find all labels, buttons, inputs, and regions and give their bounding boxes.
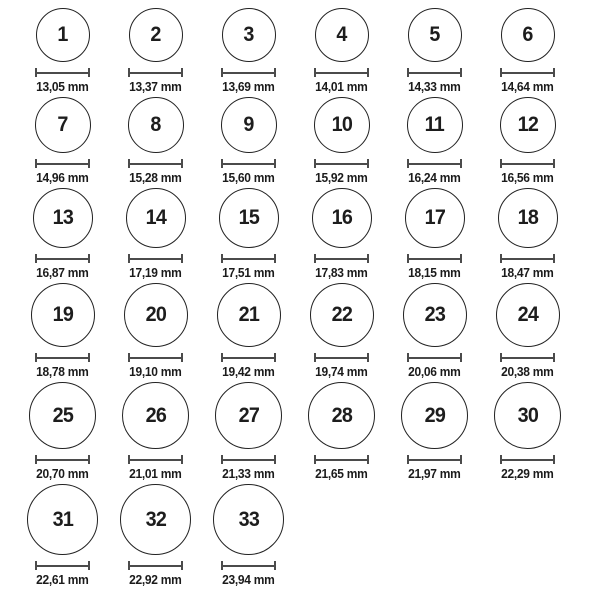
ring-size-number: 18 <box>517 206 538 229</box>
ring-size-item <box>109 8 202 95</box>
diameter-measure-line-icon <box>407 254 462 263</box>
ring-size-number: 22 <box>331 303 352 326</box>
ring-circle-icon <box>120 484 191 555</box>
ring-size-number: 16 <box>331 206 352 229</box>
ring-size-item <box>109 382 202 482</box>
ring-size-number: 8 <box>150 113 161 136</box>
diameter-measure-line-icon <box>407 159 462 168</box>
ring-size-item <box>481 283 574 380</box>
diameter-measure-line-icon <box>35 561 90 570</box>
diameter-label: 16,56 mm <box>501 171 554 185</box>
ring-size-item <box>109 188 202 281</box>
ring-size-number: 15 <box>238 206 259 229</box>
ring-size-item <box>481 97 574 186</box>
diameter-label: 20,70 mm <box>36 467 89 481</box>
ring-size-item <box>388 382 481 482</box>
diameter-measure-line-icon <box>221 353 276 362</box>
ring-size-item <box>109 283 202 380</box>
ring-size-number: 2 <box>150 23 161 46</box>
ring-size-item <box>202 8 295 95</box>
ring-circle-icon <box>215 382 282 449</box>
ring-size-row <box>16 188 600 281</box>
ring-size-number: 20 <box>145 303 166 326</box>
diameter-measure-line-icon <box>500 68 555 77</box>
ring-size-item <box>202 382 295 482</box>
ring-circle-icon <box>219 188 279 248</box>
ring-size-number: 6 <box>522 23 533 46</box>
diameter-label: 13,37 mm <box>129 80 182 94</box>
ring-size-item <box>388 8 481 95</box>
diameter-measure-line-icon <box>35 254 90 263</box>
diameter-label: 19,42 mm <box>222 365 275 379</box>
ring-size-item <box>16 283 109 380</box>
diameter-label: 21,65 mm <box>315 467 368 481</box>
ring-size-number: 29 <box>424 403 445 427</box>
diameter-label: 13,69 mm <box>222 80 275 94</box>
diameter-measure-line-icon <box>221 455 276 464</box>
ring-circle-icon <box>126 188 186 248</box>
ring-circle-icon <box>494 382 561 449</box>
diameter-label: 15,28 mm <box>129 171 182 185</box>
diameter-measure-line-icon <box>500 159 555 168</box>
ring-size-item <box>388 97 481 186</box>
ring-size-item <box>295 382 388 482</box>
ring-size-number: 3 <box>243 23 254 46</box>
ring-size-item <box>481 188 574 281</box>
ring-circle-icon <box>217 283 281 347</box>
diameter-measure-line-icon <box>221 159 276 168</box>
ring-circle-icon <box>408 8 462 62</box>
diameter-label: 16,24 mm <box>408 171 461 185</box>
diameter-label: 14,64 mm <box>501 80 554 94</box>
ring-size-number: 7 <box>57 113 68 136</box>
ring-circle-icon <box>128 97 184 153</box>
ring-circle-icon <box>213 484 284 555</box>
ring-circle-icon <box>314 97 370 153</box>
ring-size-number: 31 <box>52 507 73 531</box>
ring-size-item <box>202 97 295 186</box>
ring-circle-icon <box>405 188 465 248</box>
diameter-measure-line-icon <box>314 254 369 263</box>
diameter-label: 14,01 mm <box>315 80 368 94</box>
diameter-label: 17,19 mm <box>129 266 182 280</box>
ring-circle-icon <box>129 8 183 62</box>
ring-size-row <box>16 8 600 95</box>
diameter-label: 19,74 mm <box>315 365 368 379</box>
ring-size-row <box>16 283 600 380</box>
ring-size-number: 13 <box>52 206 73 229</box>
ring-size-number: 9 <box>243 113 254 136</box>
diameter-label: 17,51 mm <box>222 266 275 280</box>
ring-size-number: 32 <box>145 507 166 531</box>
diameter-measure-line-icon <box>314 159 369 168</box>
ring-size-number: 4 <box>336 23 347 46</box>
ring-size-number: 5 <box>429 23 440 46</box>
ring-size-row <box>16 484 600 588</box>
ring-size-row <box>16 382 600 482</box>
diameter-label: 21,01 mm <box>129 467 182 481</box>
ring-size-number: 11 <box>424 113 445 136</box>
diameter-measure-line-icon <box>35 68 90 77</box>
ring-circle-icon <box>403 283 467 347</box>
diameter-measure-line-icon <box>500 353 555 362</box>
diameter-label: 22,29 mm <box>501 467 554 481</box>
ring-size-item <box>295 97 388 186</box>
diameter-label: 22,61 mm <box>36 573 89 587</box>
ring-size-item <box>481 382 574 482</box>
ring-circle-icon <box>315 8 369 62</box>
ring-circle-icon <box>122 382 189 449</box>
ring-size-number: 26 <box>145 403 166 427</box>
ring-size-item <box>109 484 202 588</box>
diameter-label: 14,33 mm <box>408 80 461 94</box>
ring-size-number: 28 <box>331 403 352 427</box>
ring-size-item <box>16 8 109 95</box>
ring-size-number: 21 <box>238 303 259 326</box>
diameter-label: 14,96 mm <box>36 171 89 185</box>
diameter-measure-line-icon <box>407 68 462 77</box>
ring-circle-icon <box>36 8 90 62</box>
ring-size-row <box>16 97 600 186</box>
ring-size-number: 10 <box>331 113 352 136</box>
ring-circle-icon <box>31 283 95 347</box>
ring-size-number: 1 <box>57 23 68 46</box>
ring-size-item <box>202 484 295 588</box>
ring-size-item <box>16 484 109 588</box>
ring-size-number: 27 <box>238 403 259 427</box>
diameter-label: 15,92 mm <box>315 171 368 185</box>
ring-circle-icon <box>401 382 468 449</box>
diameter-measure-line-icon <box>128 353 183 362</box>
diameter-label: 22,92 mm <box>129 573 182 587</box>
diameter-label: 15,60 mm <box>222 171 275 185</box>
diameter-measure-line-icon <box>500 254 555 263</box>
diameter-measure-line-icon <box>221 561 276 570</box>
diameter-label: 23,94 mm <box>222 573 275 587</box>
ring-size-item <box>202 188 295 281</box>
diameter-measure-line-icon <box>221 254 276 263</box>
diameter-label: 21,97 mm <box>408 467 461 481</box>
ring-size-item <box>388 283 481 380</box>
diameter-label: 18,78 mm <box>36 365 89 379</box>
diameter-label: 20,06 mm <box>408 365 461 379</box>
ring-circle-icon <box>310 283 374 347</box>
ring-size-number: 25 <box>52 403 73 427</box>
diameter-measure-line-icon <box>128 68 183 77</box>
diameter-measure-line-icon <box>221 68 276 77</box>
ring-size-item <box>295 8 388 95</box>
ring-size-item <box>295 283 388 380</box>
ring-size-item <box>388 188 481 281</box>
ring-size-number: 12 <box>517 113 538 136</box>
diameter-measure-line-icon <box>314 68 369 77</box>
diameter-measure-line-icon <box>35 455 90 464</box>
ring-size-item <box>295 188 388 281</box>
diameter-measure-line-icon <box>314 455 369 464</box>
diameter-label: 16,87 mm <box>36 266 89 280</box>
ring-circle-icon <box>496 283 560 347</box>
diameter-measure-line-icon <box>128 159 183 168</box>
ring-size-item <box>16 97 109 186</box>
ring-size-item <box>16 382 109 482</box>
ring-size-number: 23 <box>424 303 445 326</box>
ring-circle-icon <box>29 382 96 449</box>
ring-circle-icon <box>27 484 98 555</box>
ring-circle-icon <box>35 97 91 153</box>
diameter-measure-line-icon <box>128 561 183 570</box>
diameter-measure-line-icon <box>128 254 183 263</box>
ring-circle-icon <box>124 283 188 347</box>
ring-size-number: 24 <box>517 303 538 326</box>
ring-circle-icon <box>501 8 555 62</box>
diameter-measure-line-icon <box>500 455 555 464</box>
diameter-label: 19,10 mm <box>129 365 182 379</box>
ring-circle-icon <box>407 97 463 153</box>
diameter-label: 21,33 mm <box>222 467 275 481</box>
diameter-measure-line-icon <box>314 353 369 362</box>
ring-size-item <box>481 8 574 95</box>
diameter-label: 18,15 mm <box>408 266 461 280</box>
diameter-measure-line-icon <box>407 353 462 362</box>
ring-circle-icon <box>500 97 556 153</box>
diameter-measure-line-icon <box>128 455 183 464</box>
ring-size-number: 17 <box>424 206 445 229</box>
diameter-label: 17,83 mm <box>315 266 368 280</box>
ring-size-item <box>109 97 202 186</box>
ring-circle-icon <box>312 188 372 248</box>
diameter-label: 13,05 mm <box>36 80 89 94</box>
ring-circle-icon <box>33 188 93 248</box>
ring-circle-icon <box>222 8 276 62</box>
ring-size-item <box>16 188 109 281</box>
diameter-measure-line-icon <box>35 353 90 362</box>
diameter-measure-line-icon <box>407 455 462 464</box>
ring-size-number: 30 <box>517 403 538 427</box>
ring-circle-icon <box>221 97 277 153</box>
ring-size-item <box>202 283 295 380</box>
ring-circle-icon <box>498 188 558 248</box>
diameter-label: 20,38 mm <box>501 365 554 379</box>
ring-circle-icon <box>308 382 375 449</box>
ring-size-number: 19 <box>52 303 73 326</box>
diameter-label: 18,47 mm <box>501 266 554 280</box>
ring-size-number: 33 <box>238 507 259 531</box>
ring-size-number: 14 <box>145 206 166 229</box>
diameter-measure-line-icon <box>35 159 90 168</box>
